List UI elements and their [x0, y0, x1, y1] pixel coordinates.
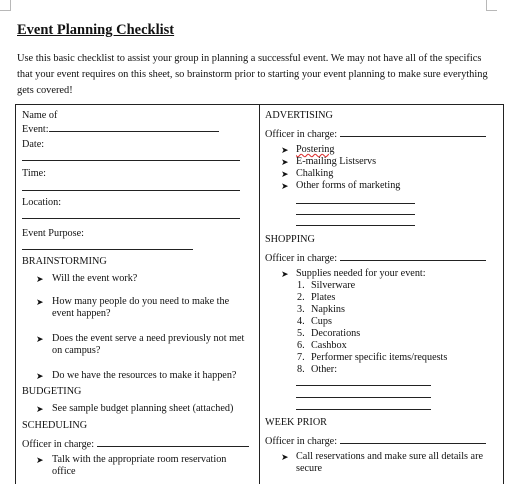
event-blank — [49, 122, 219, 132]
list-item: Plates — [311, 292, 336, 303]
arrow-bullet-icon: ➤ — [281, 452, 289, 462]
event-label: Event: — [22, 124, 49, 135]
arrow-bullet-icon: ➤ — [281, 269, 289, 279]
time-blank[interactable] — [22, 190, 240, 191]
date-label: Date: — [22, 139, 45, 150]
officer-label: Officer in charge: — [22, 439, 95, 450]
arrow-bullet-icon: ➤ — [281, 169, 289, 179]
list-item: Decorations — [311, 328, 361, 339]
arrow-bullet-icon: ➤ — [36, 404, 44, 414]
scheduling-heading: SCHEDULING — [22, 420, 88, 431]
advertising-officer-field[interactable] — [265, 127, 486, 140]
list-item: Cups — [311, 316, 332, 327]
page-corner-mark-top-left — [0, 0, 11, 11]
other-blank[interactable] — [296, 397, 431, 398]
week-prior-officer-field[interactable] — [265, 434, 486, 447]
column-divider — [259, 104, 260, 484]
other-blank[interactable] — [296, 385, 431, 386]
officer-label: Officer in charge: — [265, 436, 338, 447]
intro-paragraph: Use this basic checklist to assist your group in planning a successful event. We may not have all of the specifics that your event requires on this sheet, so brainstorm prior to starting your event planning to make sure everything gets covered! — [17, 53, 488, 96]
officer-blank — [340, 251, 486, 261]
advertising-heading: ADVERTISING — [265, 110, 333, 121]
arrow-bullet-icon: ➤ — [36, 455, 44, 465]
list-item-number: 5. — [297, 328, 305, 339]
location-label: Location: — [22, 197, 62, 208]
name-of-label: Name of — [22, 110, 58, 121]
budgeting-heading: BUDGETING — [22, 386, 82, 397]
shopping-heading: SHOPPING — [265, 234, 315, 245]
list-item: Performer specific items/requests — [311, 352, 448, 363]
officer-blank — [340, 127, 486, 137]
document-title: Event Planning Checklist — [17, 22, 175, 38]
marketing-blank[interactable] — [296, 214, 415, 215]
list-item: Cashbox — [311, 340, 347, 351]
list-item-number: 1. — [297, 280, 305, 291]
list-item-number: 4. — [297, 316, 305, 327]
event-field[interactable] — [22, 122, 219, 135]
event-purpose-label: Event Purpose: — [22, 228, 84, 239]
marketing-blank[interactable] — [296, 225, 415, 226]
other-blank[interactable] — [296, 409, 431, 410]
date-blank[interactable] — [22, 160, 240, 161]
arrow-bullet-icon: ➤ — [36, 334, 44, 344]
arrow-bullet-icon: ➤ — [36, 274, 44, 284]
arrow-bullet-icon: ➤ — [281, 181, 289, 191]
list-item-number: 8. — [297, 364, 305, 375]
list-item: Napkins — [311, 304, 345, 315]
page-corner-mark-top-right — [486, 0, 497, 11]
officer-label: Officer in charge: — [265, 253, 338, 264]
scheduling-officer-field[interactable] — [22, 437, 249, 450]
time-label: Time: — [22, 168, 46, 179]
list-item-number: 6. — [297, 340, 305, 351]
arrow-bullet-icon: ➤ — [281, 145, 289, 155]
list-item-number: 2. — [297, 292, 305, 303]
week-prior-heading: WEEK PRIOR — [265, 417, 327, 428]
list-item-number: 7. — [297, 352, 305, 363]
list-item-number: 3. — [297, 304, 305, 315]
officer-blank — [97, 437, 249, 447]
list-item: Silverware — [311, 280, 356, 291]
marketing-blank[interactable] — [296, 203, 415, 204]
officer-label: Officer in charge: — [265, 129, 338, 140]
location-blank[interactable] — [22, 218, 240, 219]
event-purpose-blank[interactable] — [22, 249, 193, 250]
arrow-bullet-icon: ➤ — [36, 297, 44, 307]
officer-blank — [340, 434, 486, 444]
brainstorming-heading: BRAINSTORMING — [22, 256, 107, 267]
list-item: Other: — [311, 364, 338, 375]
shopping-officer-field[interactable] — [265, 251, 486, 264]
arrow-bullet-icon: ➤ — [281, 157, 289, 167]
arrow-bullet-icon: ➤ — [36, 371, 44, 381]
